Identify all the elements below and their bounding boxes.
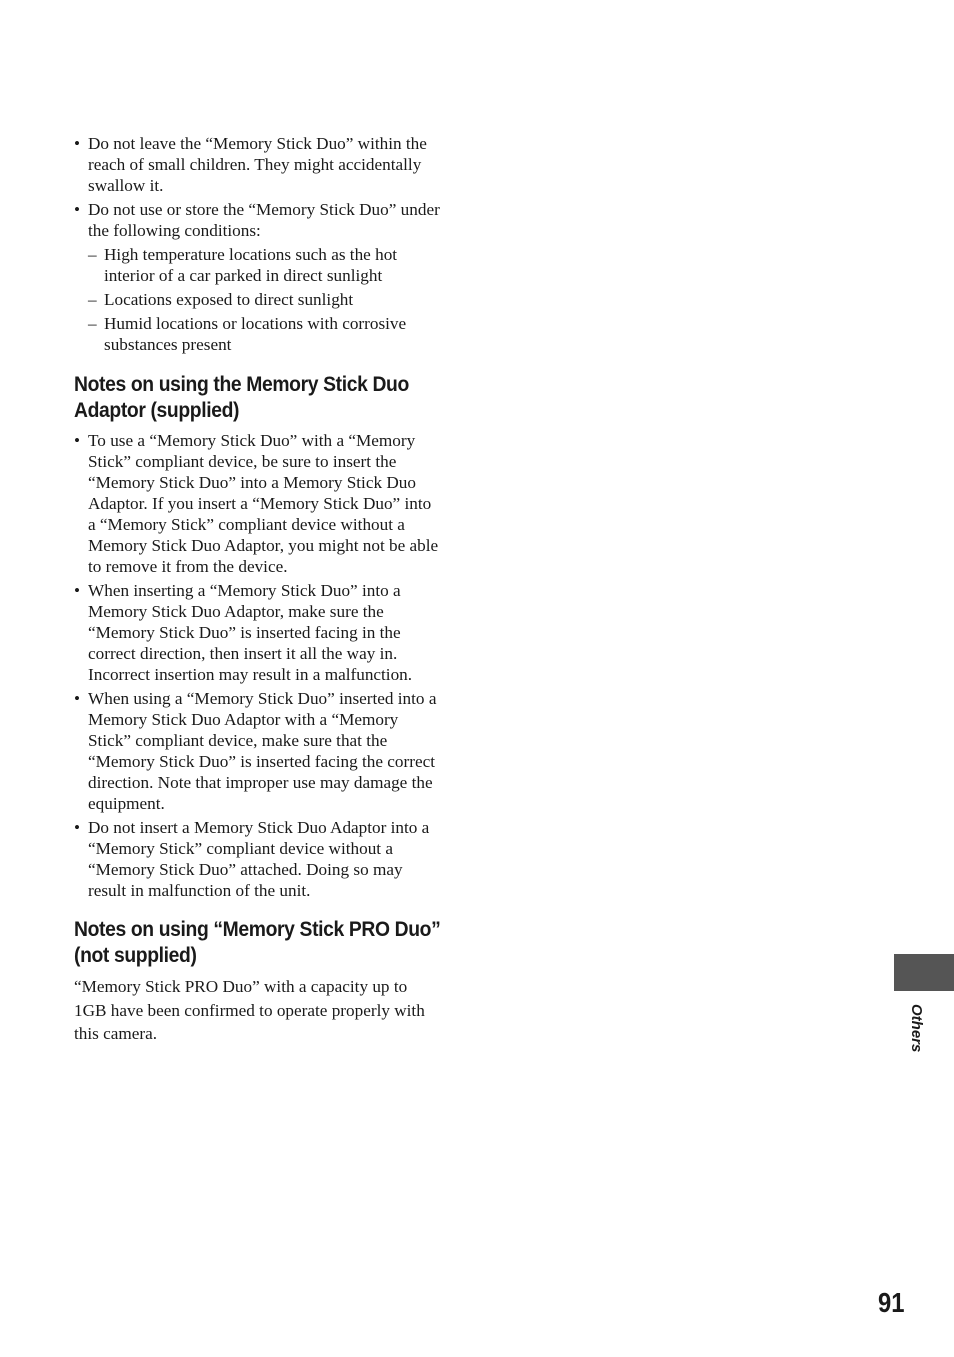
list-item: [74, 199, 442, 355]
sub-list-item: [88, 244, 442, 286]
sub-list-item: [88, 289, 442, 310]
bullet-text: Do not leave the “Memory Stick Duo” within the reach of small children. They might accidentally swallow it.: [88, 134, 427, 195]
section-tab-label: Others: [908, 1004, 925, 1053]
bullet-mark: •: [74, 818, 81, 837]
condition-text: High temperature locations such as the hot interior of a car parked in direct sunlight: [104, 245, 398, 285]
list-item: [74, 430, 442, 577]
section-tab: [894, 954, 954, 991]
condition-text: Locations exposed to direct sunlight: [104, 290, 354, 309]
intro-list: [74, 133, 442, 355]
adaptor-notes-list: [74, 430, 442, 901]
list-item: [74, 133, 442, 196]
bullet-mark: •: [74, 431, 81, 450]
list-item: [74, 688, 442, 814]
dash-mark: –: [88, 290, 97, 309]
page-number: 91: [878, 1287, 905, 1318]
bullet-mark: •: [74, 581, 81, 600]
bullet-mark: •: [74, 200, 81, 219]
section-heading-pro-duo: Notes on using “Memory Stick PRO Duo” (not supplied): [74, 918, 441, 967]
bullet-text: Do not use or store the “Memory Stick Duo” under the following conditions:: [88, 200, 440, 240]
bullet-text: To use a “Memory Stick Duo” with a “Memory Stick” compliant device, be sure to insert the “Memory Stick Duo” into a Memory Stick Duo Adaptor. If you insert a “Memory Stick Duo” into a “Memory Stick” compliant device without a Memory Stick Duo Adaptor, you might not be able to remove it from the device.: [88, 431, 439, 576]
bullet-text: When using a “Memory Stick Duo” inserted into a Memory Stick Duo Adaptor with a “Memory Stick” compliant device, make sure that the “Memory Stick Duo” is inserted facing the correct direction. Note that improper use may damage the equipment.: [88, 689, 437, 813]
bullet-text: When inserting a “Memory Stick Duo” into a Memory Stick Duo Adaptor, make sure the “Memory Stick Duo” is inserted facing in the correct direction, then insert it all the way in. Incorrect insertion may result in a malfunction.: [88, 581, 413, 684]
bullet-mark: •: [74, 134, 81, 153]
condition-text: Humid locations or locations with corrosive substances present: [104, 314, 407, 354]
list-item: [74, 580, 442, 685]
pro-duo-paragraph: “Memory Stick PRO Duo” with a capacity up to 1GB have been confirmed to operate properly with this camera.: [74, 977, 425, 1043]
bullet-mark: •: [74, 689, 81, 708]
conditions-list: [88, 244, 442, 355]
section-heading-adaptor: Notes on using the Memory Stick Duo Adaptor (supplied): [74, 373, 409, 422]
dash-mark: –: [88, 314, 97, 333]
sub-list-item: [88, 313, 442, 355]
main-column: [74, 133, 442, 1046]
bullet-text: Do not insert a Memory Stick Duo Adaptor into a “Memory Stick” compliant device without a “Memory Stick Duo” attached. Doing so may result in malfunction of the unit.: [88, 818, 430, 900]
list-item: [74, 817, 442, 901]
dash-mark: –: [88, 245, 97, 264]
